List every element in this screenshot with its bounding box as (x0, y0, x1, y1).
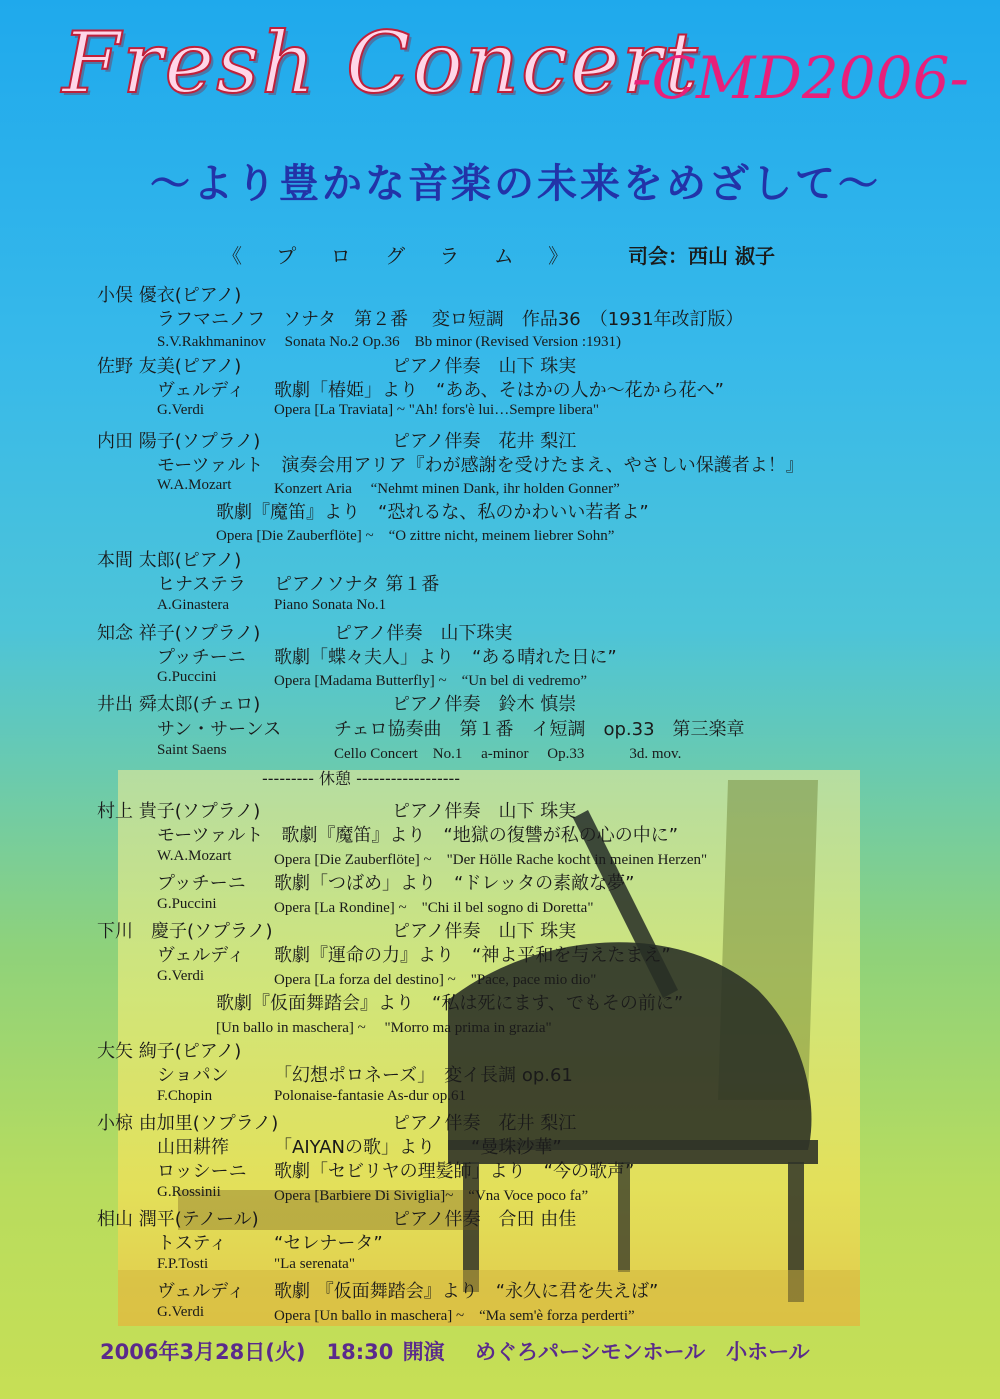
program-line: F.P.Tosti (157, 1256, 209, 1272)
program-line: Opera [Die Zauberflöte] ~ "Der Hölle Rache kocht in meinen Herzen" (274, 852, 708, 868)
program-heading: 《 プ ロ グ ラ ム 》 (222, 244, 583, 268)
program-line: 歌劇 『仮面舞踏会』より “永久に君を失えば” (274, 1281, 659, 1302)
program-line: 山田耕筰 (157, 1137, 229, 1158)
program-line: ヒナステラ (157, 574, 246, 595)
program-line: 歌劇「椿姫」より “ああ、そはかの人か〜花から花へ” (274, 380, 724, 401)
program-line: 歌劇「つばめ」より “ドレッタの素敵な夢” (274, 873, 635, 894)
program-line: "La serenata" (274, 1256, 355, 1272)
program-line: Konzert Aria “Nehmt minen Dank, ihr holden Gonner” (274, 481, 620, 497)
program-line: ピアノ伴奏 山下 珠実 (392, 356, 577, 377)
program-line: G.Puccini (157, 669, 217, 685)
program-line: 大矢 絢子(ピアノ) (97, 1041, 242, 1062)
program-line: A.Ginastera (157, 597, 230, 613)
program-line: Opera [Un ballo in maschera] ~ “Ma sem'è forza perderti” (274, 1308, 635, 1324)
program-line: 小椋 由加里(ソプラノ) (97, 1113, 279, 1134)
program-line: G.Verdi (157, 1304, 205, 1320)
program-line: 本間 太郎(ピアノ) (97, 550, 242, 571)
program-line: ピアノ伴奏 山下珠実 (334, 623, 513, 644)
program-line: 歌劇『仮面舞踏会』より “私は死にます、でもその前に” (216, 993, 684, 1014)
program-line: 井出 舜太郎(チェロ) (97, 694, 261, 715)
program-line: [Un ballo in maschera] ~ "Morro ma prima in grazia" (216, 1020, 552, 1036)
program-line: 知念 祥子(ソプラノ) (97, 623, 261, 644)
program-line: 「AIYANの歌」より “曼珠沙華” (274, 1137, 562, 1158)
program-line: Piano Sonata No.1 (274, 597, 387, 613)
program-line: チェロ協奏曲 第１番 イ短調 op.33 第三楽章 (334, 719, 745, 740)
program-line: S.V.Rakhmaninov Sonata No.2 Op.36 Bb minor (Revised Version :1931) (157, 334, 622, 350)
program-line: G.Verdi (157, 968, 205, 984)
program-line: モーツァルト 歌劇『魔笛』より “地獄の復讐が私の心の中に” (157, 825, 679, 846)
program-line: G.Puccini (157, 896, 217, 912)
program-line: ヴェルディ (157, 1281, 245, 1302)
program-line: ピアノ伴奏 花井 梨江 (392, 431, 577, 452)
program-line: ピアノソナタ 第１番 (274, 574, 440, 595)
program-line: ショパン (157, 1065, 229, 1086)
program-line: Opera [La forza del destino] ~ "Pace, pace mio dio" (274, 972, 597, 988)
program-line: ピアノ伴奏 鈴木 慎崇 (392, 694, 577, 715)
program-line: プッチーニ (157, 647, 246, 668)
program-line: 歌劇「セビリヤの理髪師」より “今の歌声” (274, 1161, 635, 1182)
event-tag: -CMD2006- (632, 44, 970, 112)
program-line: プッチーニ (157, 873, 246, 894)
program-line: W.A.Mozart (157, 477, 232, 493)
program-line: 相山 潤平(テノール) (97, 1209, 259, 1230)
event-date-venue: 2006年3月28日(火) 18:30 開演 めぐろパーシモンホール 小ホール (100, 1340, 810, 1364)
program-line: ヴェルディ (157, 945, 245, 966)
program-line: サン・サーンス (157, 719, 282, 740)
program-line: G.Verdi (157, 402, 205, 418)
program-line: ラフマニノフ ソナタ 第２番 変ロ短調 作品36 （1931年改訂版） (157, 309, 744, 330)
program-line: Cello Concert No.1 a-minor Op.33 3d. mov. (334, 746, 682, 762)
concert-title: Fresh Concert (62, 14, 700, 112)
program-line: ピアノ伴奏 山下 珠実 (392, 921, 577, 942)
program-line: ピアノ伴奏 花井 梨江 (392, 1113, 577, 1134)
program-line: ピアノ伴奏 山下 珠実 (392, 801, 577, 822)
program-line: ヴェルディ (157, 380, 245, 401)
program-line: 内田 陽子(ソプラノ) (97, 431, 261, 452)
program-line: Saint Saens (157, 742, 227, 758)
program-line: F.Chopin (157, 1088, 213, 1104)
program-line: 村上 貴子(ソプラノ) (97, 801, 261, 822)
program-line: Opera [Madama Butterfly] ~ “Un bel di vedremo” (274, 673, 588, 689)
program-line: 佐野 友美(ピアノ) (97, 356, 242, 377)
program-line: Polonaise-fantasie As-dur op.61 (274, 1088, 467, 1104)
program-line: ロッシーニ (157, 1161, 247, 1182)
program-line: Opera [Barbiere Di Siviglia]~ “Vna Voce poco fa” (274, 1188, 589, 1204)
program-line: 歌劇「蝶々夫人」より “ある晴れた日に” (274, 647, 617, 668)
program-line: 小俣 優衣(ピアノ) (97, 285, 242, 306)
program-line: トスティ (157, 1233, 228, 1254)
mc-credit: 司会：西山 淑子 (628, 244, 775, 268)
program-line: モーツァルト 演奏会用アリア『わが感謝を受けたまえ、やさしい保護者よ！』 (157, 455, 804, 476)
program-line: ピアノ伴奏 合田 由佳 (392, 1209, 577, 1230)
program-line: 「幻想ポロネーズ」 変イ長調 op.61 (274, 1065, 573, 1086)
program-line: 歌劇『魔笛』より “恐れるな、私のかわいい若者よ” (216, 502, 649, 523)
intermission-label: --------- 休憩 ------------------ (262, 769, 461, 788)
tagline: 〜より豊かな音楽の未来をめざして〜 (150, 161, 881, 207)
program-line: W.A.Mozart (157, 848, 232, 864)
program-line: Opera [Die Zauberflöte] ~ “O zittre nicht, meinem liebrer Sohn” (216, 528, 615, 544)
program-line: Opera [La Traviata] ~ "Ah! fors'è lui…Sempre libera" (274, 402, 600, 418)
program-line: Opera [La Rondine] ~ "Chi il bel sogno di Doretta" (274, 900, 594, 916)
program-line: G.Rossinii (157, 1184, 221, 1200)
program-line: 歌劇『運命の力』より “神よ平和を与えたまえ” (274, 945, 671, 966)
program-line: “セレナータ” (274, 1233, 383, 1254)
program-line: 下川 慶子(ソプラノ) (97, 921, 273, 942)
